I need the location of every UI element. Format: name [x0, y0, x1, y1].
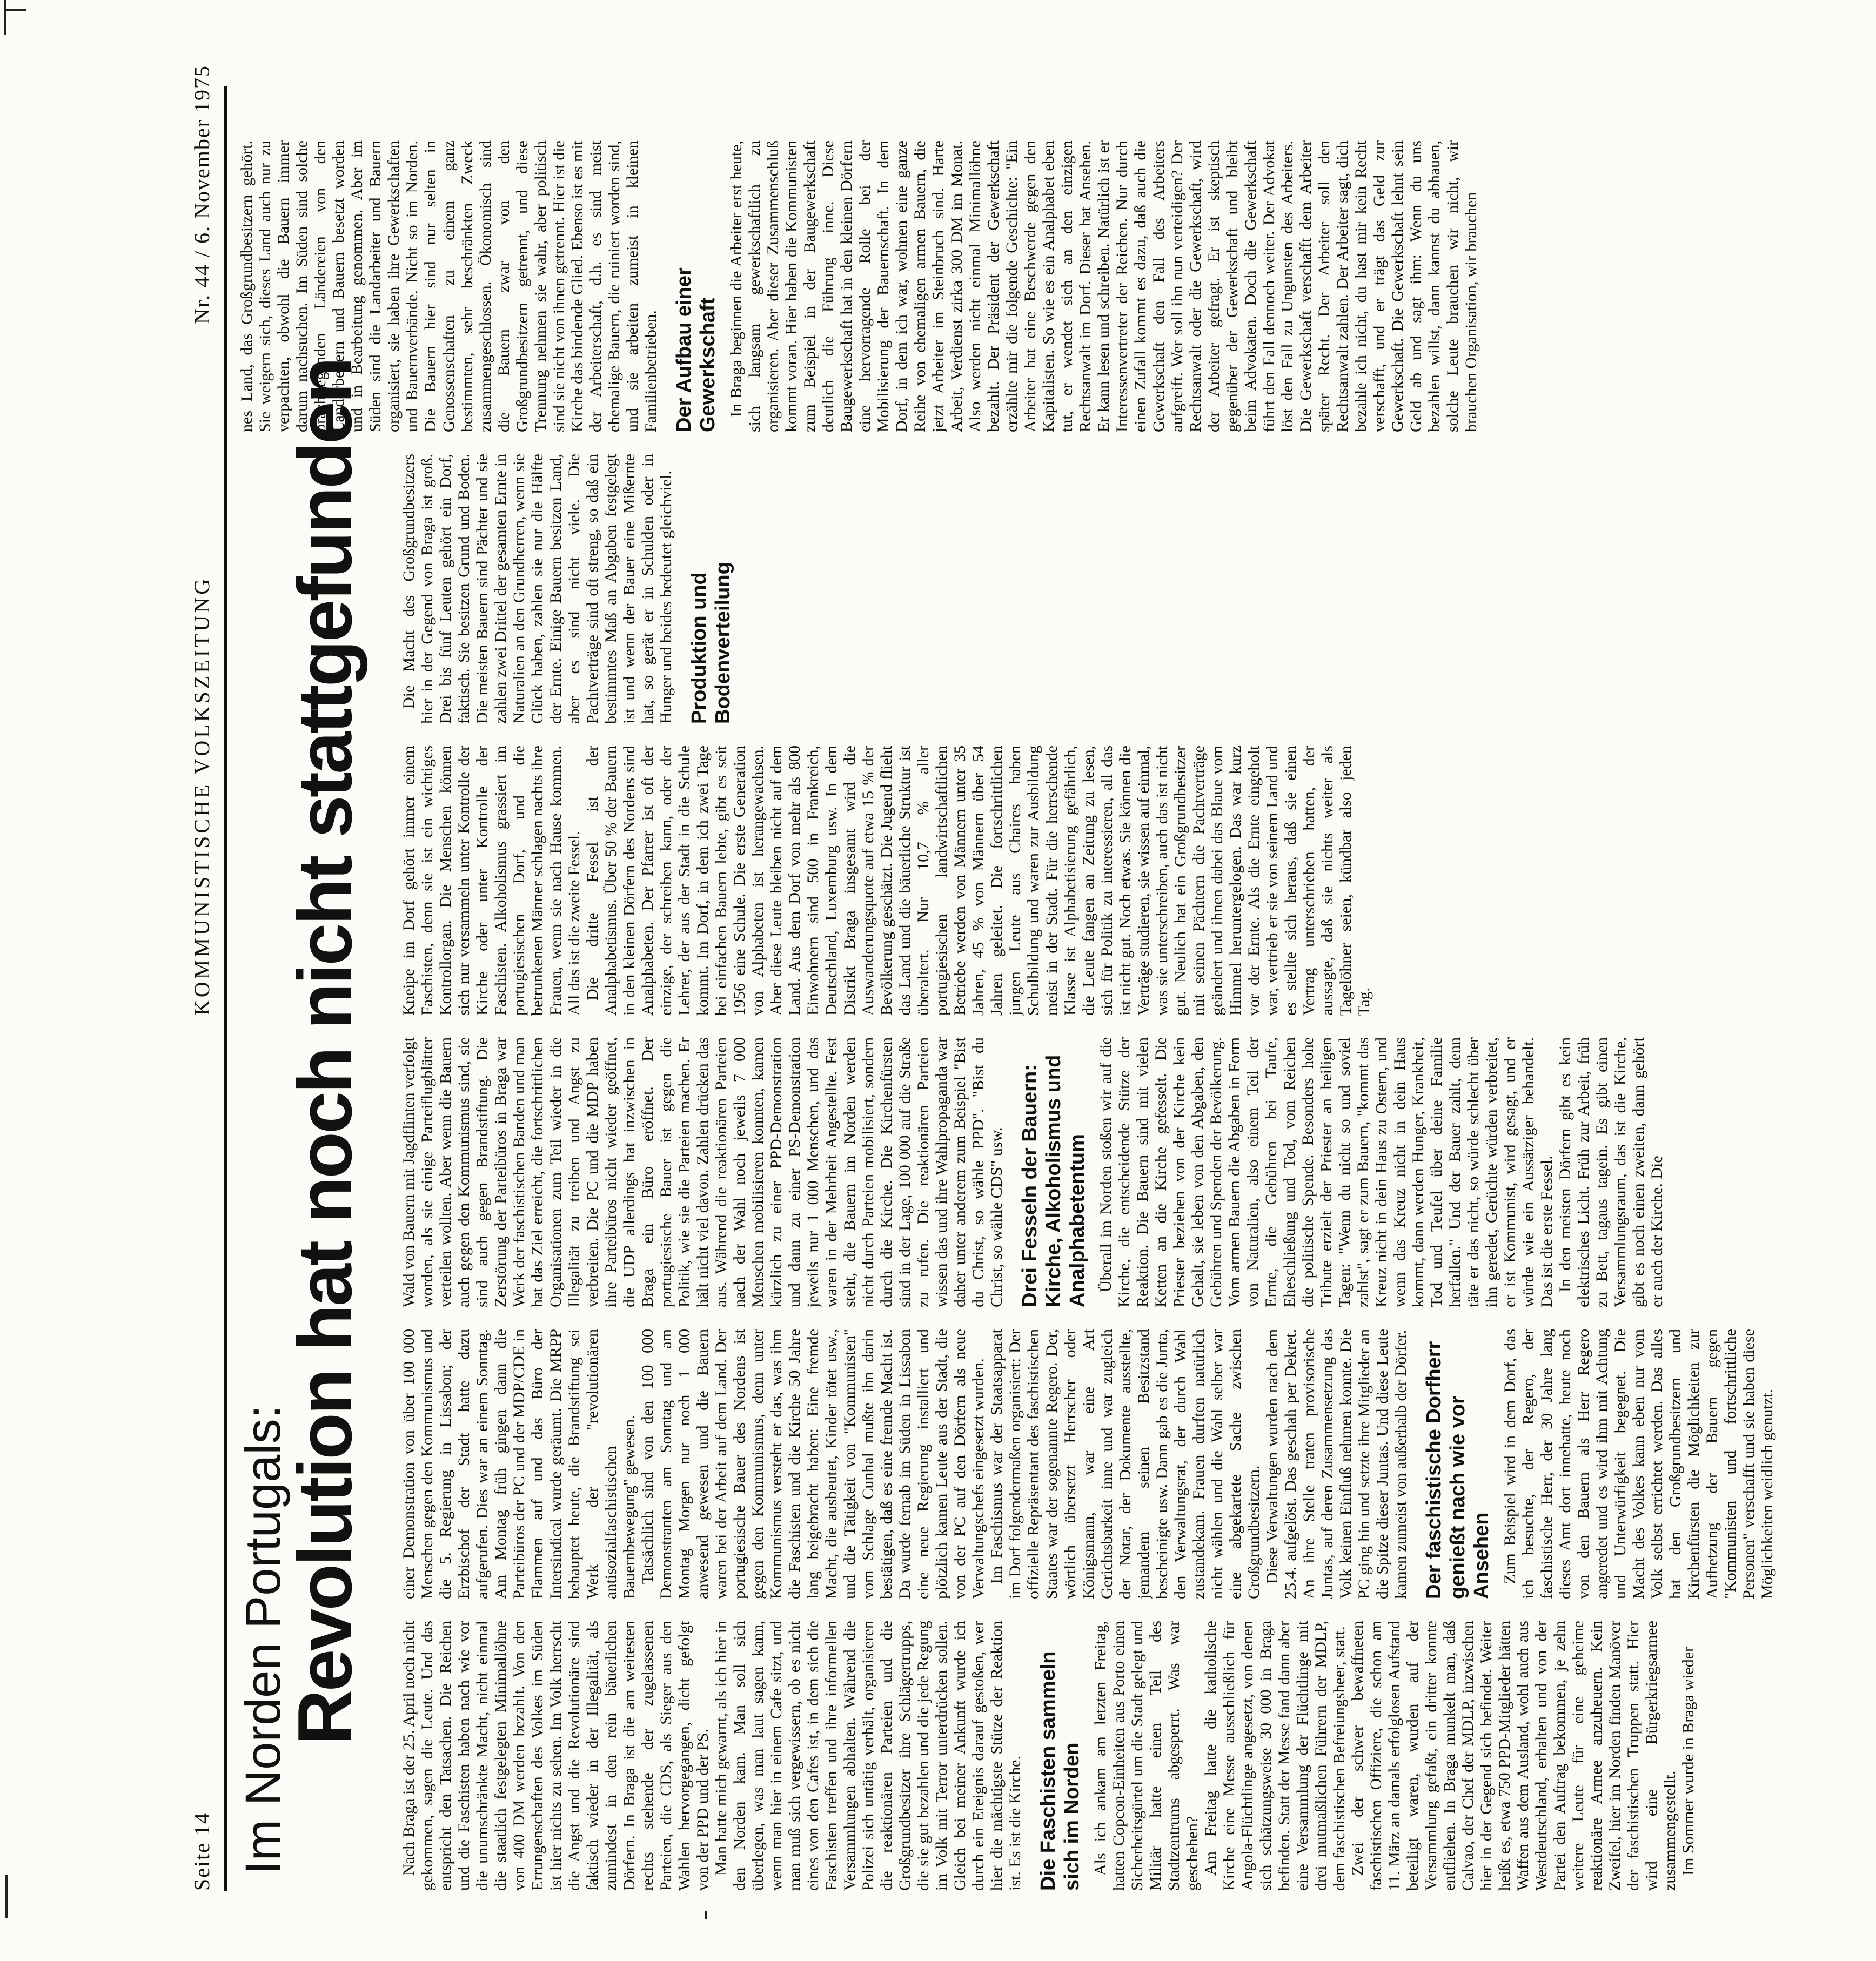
- subheading: Der Aufbau einer Gewerkschaft: [673, 267, 719, 432]
- header-rule: [224, 86, 227, 1891]
- article-kicker: Im Norden Portugals:: [236, 1405, 291, 1875]
- crop-mark-horizontal: [4, 9, 26, 11]
- paragraph: Als ich ankam am letzten Freitag, hatten Copcon-Einheiten aus Porto einen Sicherheitsgürtel um die Stadt gelegt und Militär hatte einen Teil des Stadtzentrums abgesperrt. Was war geschehen?: [1091, 1621, 1201, 1891]
- article-column-6: [238, 140, 1859, 432]
- paragraph: Zwei der schwer bewaffneten faschistischen Offiziere, die schon am 11. März an damals erfolglosen Aufstand beteiligt waren, wurden auf der Versammlung gefaßt, ein dritter konnte entfliehen. In Braga munkelt man, daß Calvao, der Chef der MDLP, inzwischen hier in der Gegend sich befindet. Weiter heißt es, etwa 750 PPD-Mitglieder hätten Waffen aus dem Ausland, wohl auch aus Westdeutschland, erhalten und von der Partei den Auftrag bekommen, je zehn weitere Leute für eine geheime reaktionäre Armee anzuheuern. Kein Zweifel, hier im Norden finden Manöver der faschistischen Truppen statt. Hier wird eine Bürgerkriegsarmee zusammengestellt.: [1349, 1621, 1679, 1891]
- paragraph: In den meisten Dörfern gibt es kein elektrisches Licht. Früh zur Arbeit, früh zu Bett, tagaus tagein. Es gibt einen Versammlungsraum, das ist die Kirche, gibt es noch einen zweiten, dann gehört er auch der Kirche. Die: [1556, 1037, 1666, 1307]
- article-column-3: [400, 1037, 1859, 1307]
- subheading: Produktion und Bodenverteilung: [688, 562, 734, 724]
- running-head: [184, 65, 222, 1891]
- paragraph: Am Freitag hatte die katholische Kirche eine Messe ausschließlich für Angola-Flüchtlinge angesetzt, von denen sich schätzungsweise 30 000 in Braga befinden. Statt der Messe fand dann aber eine Versammlung der Flüchtlinge mit drei mutmaßlichen Führern der MDLP, dem faschistischen Befreiungsheer, statt.: [1202, 1621, 1348, 1891]
- paragraph: Im Sommer wurde in Braga wieder: [1679, 1646, 1697, 1876]
- gutter-speck: [705, 1911, 707, 1919]
- paragraph: Überall im Norden stoßen wir auf die Kirche, die entscheidende Stütze der Reaktion. Die Bauern sind mit vielen Ketten an die Kirche gefesselt. Die Priester beziehen von der Kirche kein Gehalt, sie leben von den Abgaben, den Gebühren und Spenden der Bevölkerung. Vom armen Bauern die Abgaben in Form von Naturalien, also einem Teil der Ernte, die Gebühren bei Taufe, Eheschließung und Tod, vom Reichen die politische Spende. Besonders hohe Tribute erzielt der Priester an heiligen Tagen: "Wenn du nicht so und soviel zahlst", sagt er zum Bauern, "kommt das Kreuz nicht in dein Haus zu Ostern, und wenn das Kreuz nicht in dein Haus kommt, dann werden Hunger, Krankheit, Tod und Teufel über deine Familie herfallen." Und der Bauer zahlt, denn täte er das nicht, so würde schlecht über ihn geredet, Gerüchte würden verbreitet, er ist Kommunist, wird gesagt, und er würde wie ein Aussätziger behandelt. Das ist die erste Fessel.: [1097, 1037, 1556, 1307]
- newspaper-name: KOMMUNISTISCHE VOLKSZEITUNG: [190, 576, 214, 1016]
- paragraph: Nach Braga ist der 25. April noch nicht gekommen, sagen die Leute. Und das entspricht den Tatsachen. Die Reichen und die Faschisten haben nach wie vor die unumschränkte Macht, nicht einmal die staatlich festgelegten Minimallöhne von 400 DM werden bezahlt. Von den Errungenschaften des Volkes im Süden ist hier nichts zu sehen. Im Volk herrscht die Angst und die Revolutionäre sind faktisch wieder in der Illegalität, als zumindest in den rein bäuerlichen Dörfern. In Braga ist die am weitesten rechts stehende der zugelassenen Parteien, die CDS, als Sieger aus den Wahlen hervorgegangen, dicht gefolgt von der PPD und der PS.: [400, 1621, 712, 1891]
- article-column-5: [400, 454, 1859, 724]
- article-column-2: [400, 1329, 1859, 1599]
- paragraph: Tatsächlich sind von den 100 000 Demonstranten am Sonntag und am Montag Morgen nur noch 1 000 anwesend gewesen und die Bauern waren bei der Arbeit auf dem Land. Der portugiesische Bauer des Nordens ist gegen den Kommunismus, denn unter Kommunismus versteht er das, was ihm die Faschisten und die Kirche 50 Jahre lang beigebracht haben: Eine fremde Macht, die ausbeutet, Kinder tötet usw., und die Tätigkeit von "Kommunisten" vom Schlage Cunhal mußte ihn darin bestätigen, daß es eine fremde Macht ist. Da wurde fernab im Süden in Lissabon eine neue Regierung installiert und plötzlich kamen Leute aus der Stadt, die von der PC auf den Dörfern als neue Verwaltungschefs eingesetzt wurden.: [639, 1329, 987, 1599]
- paragraph: Die Macht des Großgrundbesitzers hier in der Gegend von Braga ist groß. Drei bis fünf Leuten gehört ein Dorf, faktisch. Sie besitzen Grund und Boden. Die meisten Bauern sind Pächter und sie zahlen zwei Drittel der gesamten Ernte in Naturalien an den Grundherren, wenn sie Glück haben, zahlen sie nur die Hälfte der Ernte. Einige Bauern besitzen Land, aber es sind nicht viele. Die Pachtverträge sind oft streng, so daß ein bestimmtes Maß an Abgaben festgelegt ist und wenn der Bauer eine Mißernte hat, so gerät er in Schulden oder in Hunger und beides bedeutet gleichviel.: [400, 454, 675, 724]
- paragraph: In Braga beginnen die Arbeiter erst heute, sich langsam gewerkschaftlich zu organisieren. Aber dieser Zusammenschluß kommt voran. Hier haben die Kommunisten zum Beispiel in der Baugewerkschaft deutlich die Führung inne. Diese Baugewerkschaft hat in den kleinen Dörfern eine hervorragende Rolle bei der Mobilisierung der Bauernschaft. In dem Dorf, in dem ich war, wohnen eine ganze Reihe von ehemaligen armen Bauern, die jetzt Arbeiter im Steinbruch sind. Harte Arbeit, Verdienst zirka 300 DM im Monat. Also werden nicht einmal Minimallöhne bezahlt. Der Präsident der Gewerkschaft erzählte mir die folgende Geschichte: "Ein Arbeiter hat eine Beschwerde gegen den Kapitalisten. So wie es ein Analphabet eben tut, er wendet sich an den einzigen Rechtsanwalt im Dorf. Dieser hat Ansehen. Er kann lesen und schreiben. Natürlich ist er Interessenvertreter der Reichen. Nur durch einen Zufall kommt es dazu, daß auch die Gewerkschaft den Fall des Arbeiters aufgreift. Wer soll ihn nun verteidigen? Der Rechtsanwalt oder die Gewerkschaft, wird der Arbeiter gefragt. Er ist skeptisch gegenüber der Gewerkschaft und bleibt beim Advokaten. Doch die Gewerkschaft führt den Fall dennoch weiter. Der Advokat löst den Fall zu Ungunsten des Arbeiters. Die Gewerkschaft verschafft dem Arbeiter später Recht. Der Arbeiter soll den Rechtsanwalt zahlen. Der Arbeiter sagt, dich bezahle ich nicht, du hast mir kein Recht verschafft, und er trägt das Geld zur Gewerkschaft. Die Gewerkschaft lehnt sein Geld ab und sagt ihm: Wenn du uns bezahlen willst, dann kannst du abhauen, solche Leute brauchen wir nicht, wir brauchen Organisation, wir brauchen: [727, 140, 1480, 432]
- paragraph: Man hatte mich gewarnt, als ich hier in den Norden kam. Man soll sich überlegen, was man laut sagen kann, wenn man hier in einem Cafe sitzt, und man muß sich vergewissern, ob es nicht eines von den Cafes ist, in dem sich die Faschisten treffen und ihre informellen Versammlungen abhalten. Während die Polizei sich untätig verhält, organisieren die reaktionären Parteien und die Großgrundbesitzer ihre Schlägertrupps, die sie gut bezahlen und die jede Regung im Volk mit Terror unterdrücken sollen. Gleich bei meiner Ankunft wurde ich durch ein Ereignis darauf gestoßen, wer hier die mächtigste Stütze der Reaktion ist. Es ist die Kirche.: [712, 1621, 1024, 1891]
- paragraph: einer Demonstration von über 100 000 Menschen gegen den Kommunismus und die 5. Regierung in Lissabon; der Erzbischof der Stadt hatte dazu aufgerufen. Dies war an einem Sonntag. Am Montag früh gingen dann die Parteibüros der PC und der MDP/CDE in Flammen auf und das Büro der Intersindical wurde geräumt. Die MRPP behauptet heute, die Brandstiftung sei Werk der "revolutionären antisozialfaschistischen Bauernbewegung" gewesen.: [400, 1329, 638, 1599]
- paragraph: Kneipe im Dorf gehört immer einem Faschisten, denn sie ist ein wichtiges Kontrollorgan. Die Menschen können sich nur versammeln unter Kontrolle der Kirche oder unter Kontrolle der Faschisten. Alkoholismus grassiert im portugiesischen Dorf, und die betrunkenen Männer schlagen nachts ihre Frauen, wenn sie nach Hause kommen. All das ist die zweite Fessel.: [400, 746, 583, 1016]
- rotated-newspaper-sheet: [184, 65, 1870, 1891]
- article-column-4: [400, 746, 1859, 1016]
- paragraph: Im Faschismus war der Staatsapparat im Dorf folgendermaßen organisiert: Der offizielle Repräsentant des faschistischen Staates war der sogenannte Regero. Der, wörtlich übersetzt Herrscher oder Königsmann, war eine Art Gerichtsbarkeit inne und war zugleich der Notar, der Dokumente ausstellte, jemandem seinen Besitzstand bescheinigte usw. Dann gab es die Junta, den Verwaltungsrat, der durch Wahl zustandekam. Frauen durften natürlich nicht wählen und die Wahl selber war eine abgekartete Sache zwischen Großgrundbesitzern.: [988, 1329, 1263, 1599]
- paragraph: nes Land, das Großgrundbesitzern gehört. Sie weigern sich, dieses Land auch nur zu verpachten, obwohl die Bauern immer darum nachsuchen. Im Süden sind solche brachliegenden Ländereien von den Landarbeitern und Bauern besetzt worden und in Bearbeitung genommen. Aber im Süden sind die Landarbeiter und Bauern organisiert, sie haben ihre Gewerkschaften und Bauernverbände. Nicht so im Norden. Die Bauern hier sind nur selten in Genossenschaften zu einem ganz bestimmten, sehr beschränkten Zweck zusammengeschlossen. Ökonomisch sind die Bauern zwar von den Großgrundbesitzern getrennt, und diese Trennung nehmen sie wahr, aber politisch sind sie nicht von ihnen getrennt. Hier ist die Kirche das bindende Glied. Ebenso ist es mit der Arbeiterschaft, d.h. es sind meist ehemalige Bauern, die ruiniert worden sind, und sie arbeiten zumeist in kleinen Familienbetrieben.: [238, 140, 660, 432]
- subheading: Der faschistische Dorfherr genießt nach wie vor Ansehen: [1423, 1341, 1493, 1599]
- paragraph: Die dritte Fessel ist der Analphabetismus. Über 50 % der Bauern in den kleinen Dörfern des Nordens sind Analphabeten. Der Pfarrer ist oft der einzige, der schreiben kann, oder der Lehrer, der aus der Stadt in die Schule kommt. Im Dorf, in dem ich zwei Tage bei einfachen Bauern lebte, gibt es seit 1956 eine Schule. Die erste Generation von Alphabeten ist herangewachsen. Aber diese Leute bleiben nicht auf dem Land. Aus dem Dorf von mehr als 800 Einwohnern sind 500 in Frankreich, Deutschland, Luxemburg usw. In dem Distrikt Braga insgesamt wird die Auswanderungsquote auf etwa 15 % der Bevölkerung geschätzt. Die Jugend flieht das Land und die bäuerliche Struktur ist überaltert. Nur 10,7 % aller portugiesischen landwirtschaftlichen Betriebe werden von Männern unter 35 Jahren, 45 % von Männern über 54 Jahren geleitet. Die fortschrittlichen jungen Leute aus Chaires haben Schulbildung und waren zur Ausbildung meist in der Stadt. Für die herrschende Klasse ist Alphabetisierung gefährlich, die Leute fangen an Zeitung zu lesen, sich für Politik zu interessieren, all das ist nicht gut. Noch etwas. Sie können die Verträge studieren, sie wissen auf einmal, was sie unterschreiben, auch das ist nicht gut. Neulich hat ein Großgrundbesitzer mit seinen Pächtern die Pachtverträge geändert und ihnen dabei das Blaue vom Himmel heruntergelogen. Das war kurz vor der Ernte. Als die Ernte eingeholt war, vertrieb er sie von seinem Land und es stellte sich heraus, daß sie einen Vertrag unterschrieben hatten, der aussagte, daß sie nichts weiter als Tagelöhner seien, kündbar also jeden Tag.: [584, 746, 1373, 1016]
- page-label: Seite 14: [190, 1812, 214, 1891]
- paragraph: Wald von Bauern mit Jagdflinten verfolgt worden, als sie einige Parteiflugblätter verteilen wollten. Aber wenn die Bauern auch gegen den Kommunismus sind, sie sind auch gegen Brandstiftung. Die Zerstörung der Parteibüros in Braga war Werk der faschistischen Banden und man hat das Ziel erreicht, die fortschrittlichen Organisationen zum Teil wieder in die Illegalität zu treiben und Angst zu verbreiten. Die PC und die MDP haben ihre Parteibüros nicht wieder geöffnet, die UDP allerdings hat inzwischen in Braga ein Büro eröffnet. Der portugiesische Bauer ist gegen die Politik, wie sie die Parteien machen. Er hält nicht viel davon. Zahlen drücken das aus. Während die reaktionären Parteien nach der Wahl noch jeweils 7 000 Menschen mobilisieren konnten, kamen kürzlich zu einer PPD-Demonstration und dann zu einer PS-Demonstration jeweils nur 1 000 Menschen, und das waren in der Mehrheit Angestellte. Fest steht, die Bauern im Norden werden nicht durch Parteien mobilisiert, sondern durch die Kirche. Die Kirchenfürsten sind in der Lage, 100 000 auf die Straße zu rufen. Die reaktionären Parteien wissen das und ihre Wahlpropaganda war daher unter anderem zum Beispiel "Bist du Christ, so wähle PPD". "Bist du Christ, so wähle CDS" usw.: [400, 1037, 1006, 1307]
- paragraph: Diese Verwaltungen wurden nach dem 25.4. aufgelöst. Das geschah per Dekret. An ihre Stelle traten provisorische Juntas, auf deren Zusammensetzung das Volk keinen Einfluß nehmen konnte. Die PC ging hin und setzte ihre Mitglieder an die Spitze dieser Juntas. Und diese Leute kamen zumeist von außerhalb der Dörfer.: [1263, 1329, 1410, 1599]
- crop-mark-bottom: [5, 1875, 8, 1918]
- paragraph: Zum Beispiel wird in dem Dorf, das ich besuchte, der Regero, der faschistische Herr, der 30 Jahre lang dieses Amt dort innehatte, heute noch von den Bauern als Herr Regero angeredet und es wird ihm mit Achtung und Unterwürfigkeit begegnet. Die Macht des Volkes kann eben nur vom Volk selbst errichtet werden. Das alles hat den Großgrundbesitzern und Kirchenfürsten die Möglichkeiten zur Aufhetzung der Bauern gegen "Kommunisten und fortschrittliche Personen" verschafft und sie haben diese Möglichkeiten weidlich genutzt.: [1501, 1329, 1776, 1599]
- subheading: Drei Fesseln der Bauern: Kirche, Alkoholismus und Analphabetentum: [1019, 1055, 1089, 1307]
- article-headline: Revolution hat noch nicht stattgefunden: [282, 359, 368, 1745]
- crop-mark-vertical: [4, 0, 6, 35]
- subheading: Die Faschisten sammeln sich im Norden: [1037, 1651, 1083, 1891]
- article-column-1: [400, 1621, 1859, 1891]
- issue-date: Nr. 44 / 6. November 1975: [190, 65, 214, 324]
